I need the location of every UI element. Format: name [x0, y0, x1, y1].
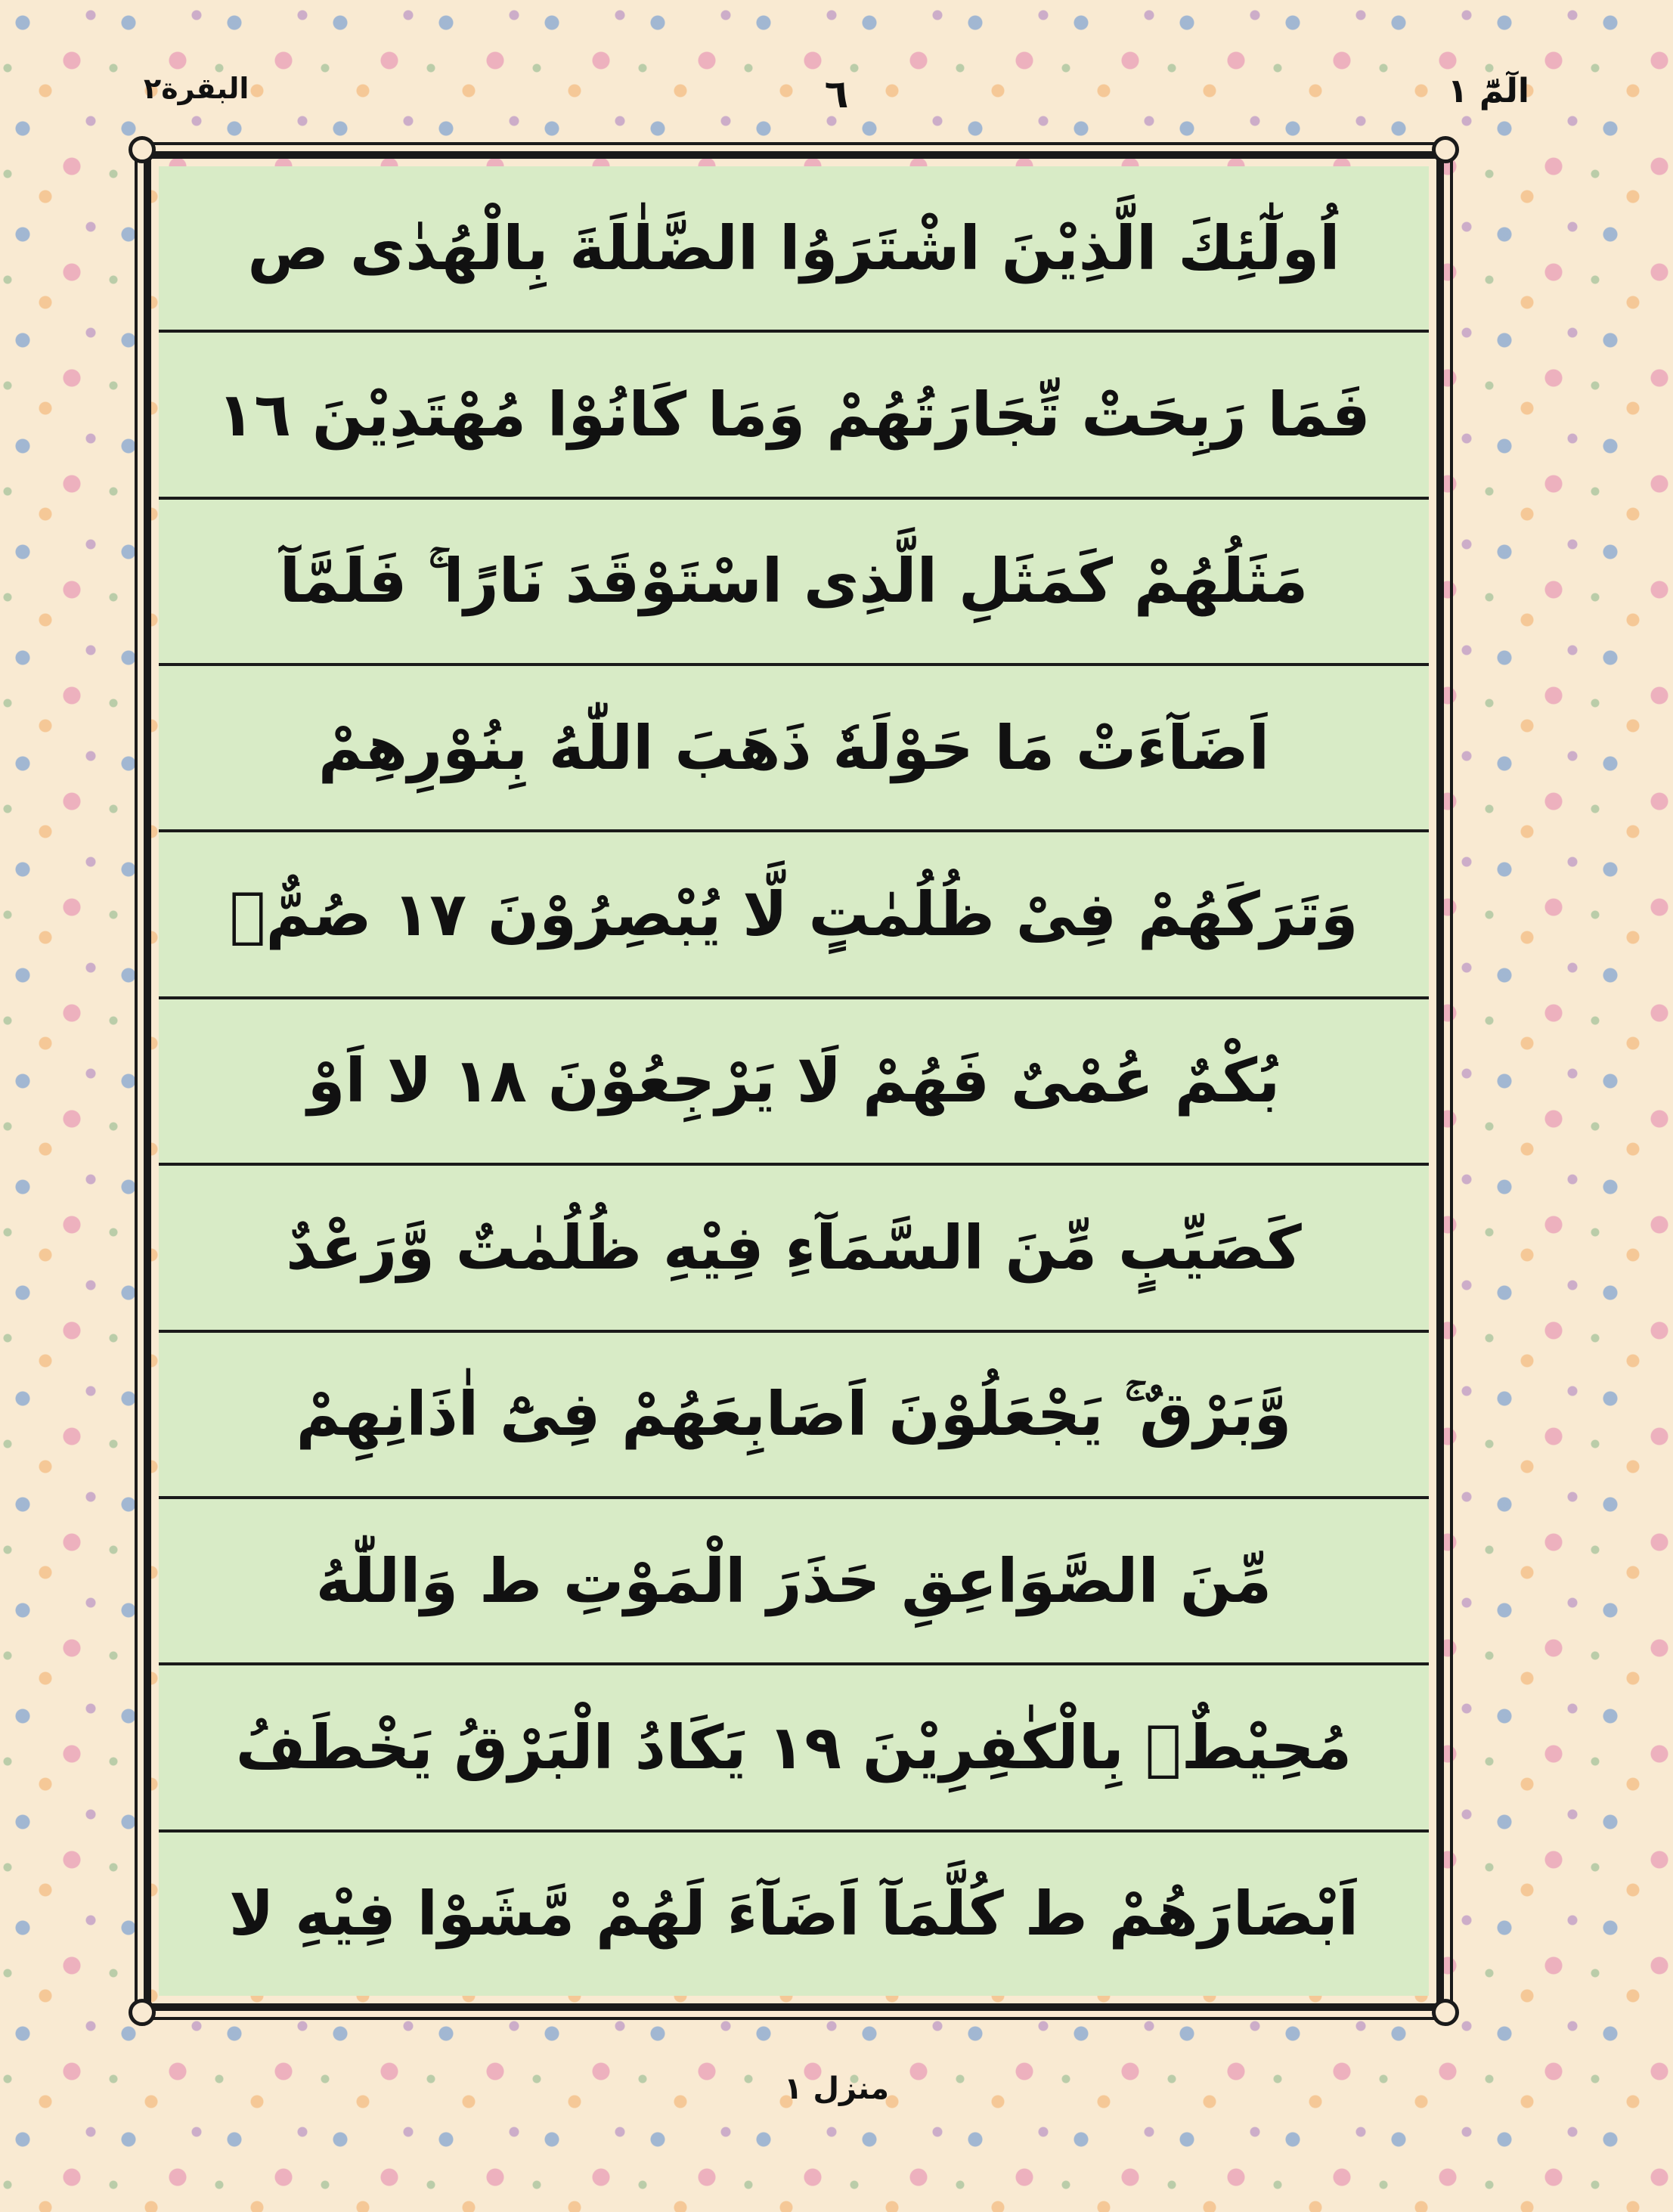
verse-line-7: كَصَيِّبٍ مِّنَ السَّمَآءِ فِيْهِ ظُلُمٰتٌ وَّرَعْدٌ: [159, 1166, 1429, 1332]
corner-ornament: [1432, 136, 1459, 163]
verse-line-2: فَمَا رَبِحَتْ تِّجَارَتُهُمْ وَمَا كَانُوْا مُهْتَدِيْنَ ١٦: [159, 333, 1429, 499]
corner-ornament: [1432, 1999, 1459, 2026]
verse-line-3: مَثَلُهُمْ كَمَثَلِ الَّذِى اسْتَوْقَدَ نَارًا ۚ فَلَمَّآ: [159, 500, 1429, 666]
verse-line-4: اَضَآءَتْ مَا حَوْلَهٗ ذَهَبَ اللّٰهُ بِنُوْرِهِمْ: [159, 666, 1429, 832]
para-name: الٓمّٓ ۱: [1447, 72, 1529, 110]
corner-ornament: [129, 1999, 156, 2026]
verse-line-1: اُولٰٓئِكَ الَّذِيْنَ اشْتَرَوُا الضَّلٰلَةَ بِالْهُدٰى ص: [159, 166, 1429, 333]
verse-line-9: مِّنَ الصَّوَاعِقِ حَذَرَ الْمَوْتِ ط وَاللّٰهُ: [159, 1499, 1429, 1665]
verse-line-8: وَّبَرْقٌ ۚ يَجْعَلُوْنَ اَصَابِعَهُمْ فِىْٓ اٰذَانِهِمْ: [159, 1333, 1429, 1499]
verse-panel: [159, 166, 1429, 1996]
corner-ornament: [129, 136, 156, 163]
page-header: [144, 72, 1529, 132]
page-number: ٦: [824, 72, 849, 117]
verse-line-5: وَتَرَكَهُمْ فِىْ ظُلُمٰتٍ لَّا يُبْصِرُوْنَ ١٧ صُمٌّۢ: [159, 832, 1429, 999]
surah-name: البقرة٢: [144, 72, 249, 105]
text-frame: [144, 151, 1444, 2011]
verse-line-11: اَبْصَارَهُمْ ط كُلَّمَآ اَضَآءَ لَهُمْ مَّشَوْا فِيْهِ لا: [228, 1879, 1359, 1950]
verse-line-10: مُحِيْطٌۢ بِالْكٰفِرِيْنَ ١٩ يَكَادُ الْبَرْقُ يَخْطَفُ: [159, 1665, 1429, 1832]
verse-line-6: بُكْمٌ عُمْىٌ فَهُمْ لَا يَرْجِعُوْنَ ١٨ لا اَوْ: [159, 999, 1429, 1166]
manzil-label: منزل ۱: [783, 2071, 890, 2106]
